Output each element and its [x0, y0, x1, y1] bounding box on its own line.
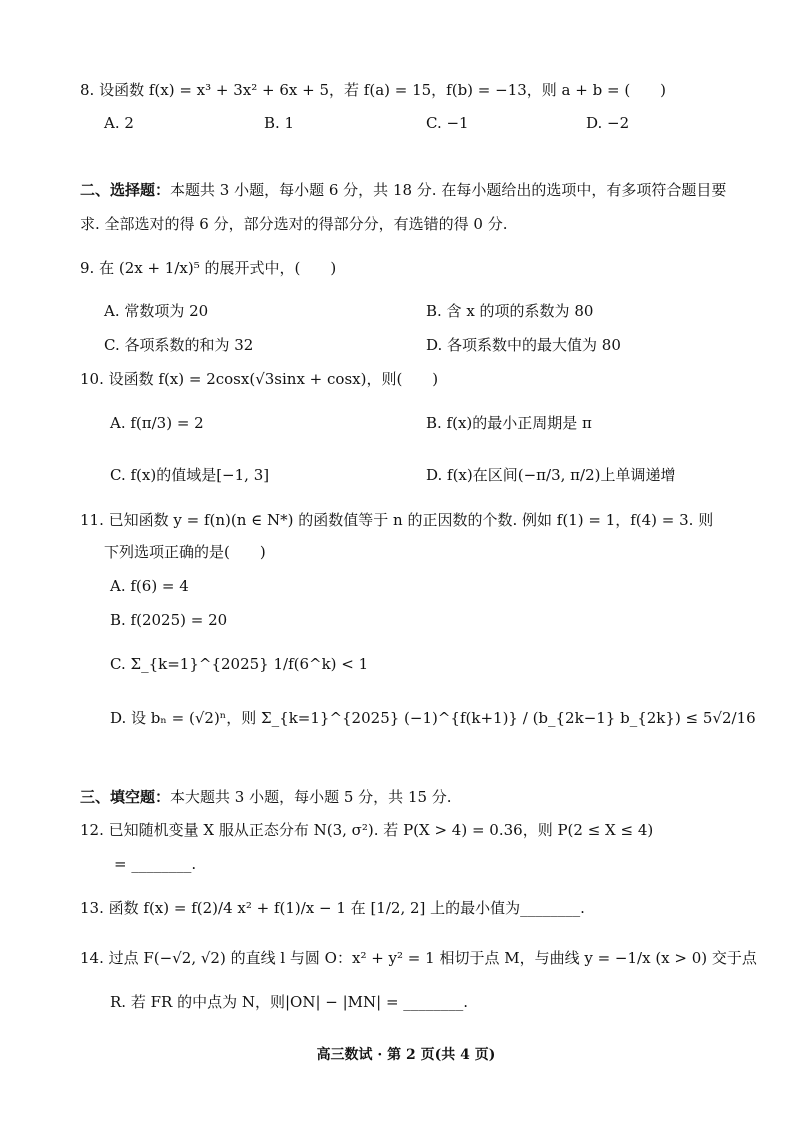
- question-10-option-a: A. f(π/3) = 2: [110, 414, 204, 432]
- section-2-intro: [80, 180, 726, 200]
- question-8-stem: 8. 设函数 f(x) = x³ + 3x² + 6x + 5，若 f(a) = 15，f(b) = −13，则 a + b = ( ): [80, 81, 667, 99]
- question-12-stem: 12. 已知随机变量 X 服从正态分布 N(3, σ²). 若 P(X > 4) = 0.36，则 P(2 ≤ X ≤ 4): [80, 821, 654, 839]
- section-3-description: 本大题共 3 小题，每小题 5 分，共 15 分.: [170, 788, 452, 806]
- question-11-option-b: B. f(2025) = 20: [110, 611, 228, 629]
- question-10-option-d: D. f(x)在区间(−π/3, π/2)上单调递增: [426, 466, 676, 484]
- question-14-stem: 14. 过点 F(−√2, √2) 的直线 l 与圆 O：x² + y² = 1 相切于点 M，与曲线 y = −1/x (x > 0) 交于点: [80, 949, 757, 967]
- question-11-option-c: C. Σ_{k=1}^{2025} 1/f(6^k) < 1: [110, 655, 369, 673]
- question-14-stem-cont: R. 若 FR 的中点为 N，则|ON| − |MN| = ________.: [110, 993, 469, 1011]
- question-9-option-a: A. 常数项为 20: [104, 302, 209, 320]
- question-10-stem: 10. 设函数 f(x) = 2cosx(√3sinx + cosx)，则( ): [80, 370, 439, 388]
- question-11-stem-cont: 下列选项正确的是( ): [104, 543, 266, 561]
- page-footer: 高三数试 · 第 2 页(共 4 页): [316, 1047, 496, 1063]
- question-10-option-c: C. f(x)的值域是[−1, 3]: [110, 466, 270, 484]
- question-9-option-b: B. 含 x 的项的系数为 80: [426, 302, 594, 320]
- section-2-heading: 二、选择题：: [80, 181, 171, 199]
- question-13-stem: 13. 函数 f(x) = f(2)/4 x² + f(1)/x − 1 在 [1/2, 2] 上的最小值为________.: [80, 899, 585, 917]
- question-9-option-d: D. 各项系数中的最大值为 80: [426, 336, 621, 354]
- question-8-option-b: B. 1: [264, 114, 295, 132]
- section-3-heading: 三、填空题：: [80, 788, 171, 806]
- question-9-stem: 9. 在 (2x + 1/x)⁵ 的展开式中，( ): [80, 259, 337, 277]
- question-11-option-d: D. 设 bₙ = (√2)ⁿ，则 Σ_{k=1}^{2025} (−1)^{f(k+1)} / (b_{2k−1} b_{2k}) ≤ 5√2/16: [110, 709, 756, 727]
- question-10-option-b: B. f(x)的最小正周期是 π: [426, 414, 592, 432]
- question-11-stem: 11. 已知函数 y = f(n)(n ∈ N*) 的函数值等于 n 的正因数的个数. 例如 f(1) = 1，f(4) = 3. 则: [80, 511, 714, 529]
- section-2-description-cont: 求. 全部选对的得 6 分，部分选对的得部分分，有选错的得 0 分.: [80, 215, 508, 233]
- question-12-answer-blank: = ________.: [114, 855, 197, 873]
- section-2-description: 本题共 3 小题，每小题 6 分，共 18 分. 在每小题给出的选项中，有多项符合题目要: [170, 181, 727, 199]
- question-8-option-d: D. −2: [586, 114, 630, 132]
- question-11-option-a: A. f(6) = 4: [110, 577, 189, 595]
- question-8-option-a: A. 2: [104, 114, 134, 132]
- question-9-option-c: C. 各项系数的和为 32: [104, 336, 254, 354]
- section-3-intro: [80, 787, 452, 807]
- question-8-option-c: C. −1: [426, 114, 469, 132]
